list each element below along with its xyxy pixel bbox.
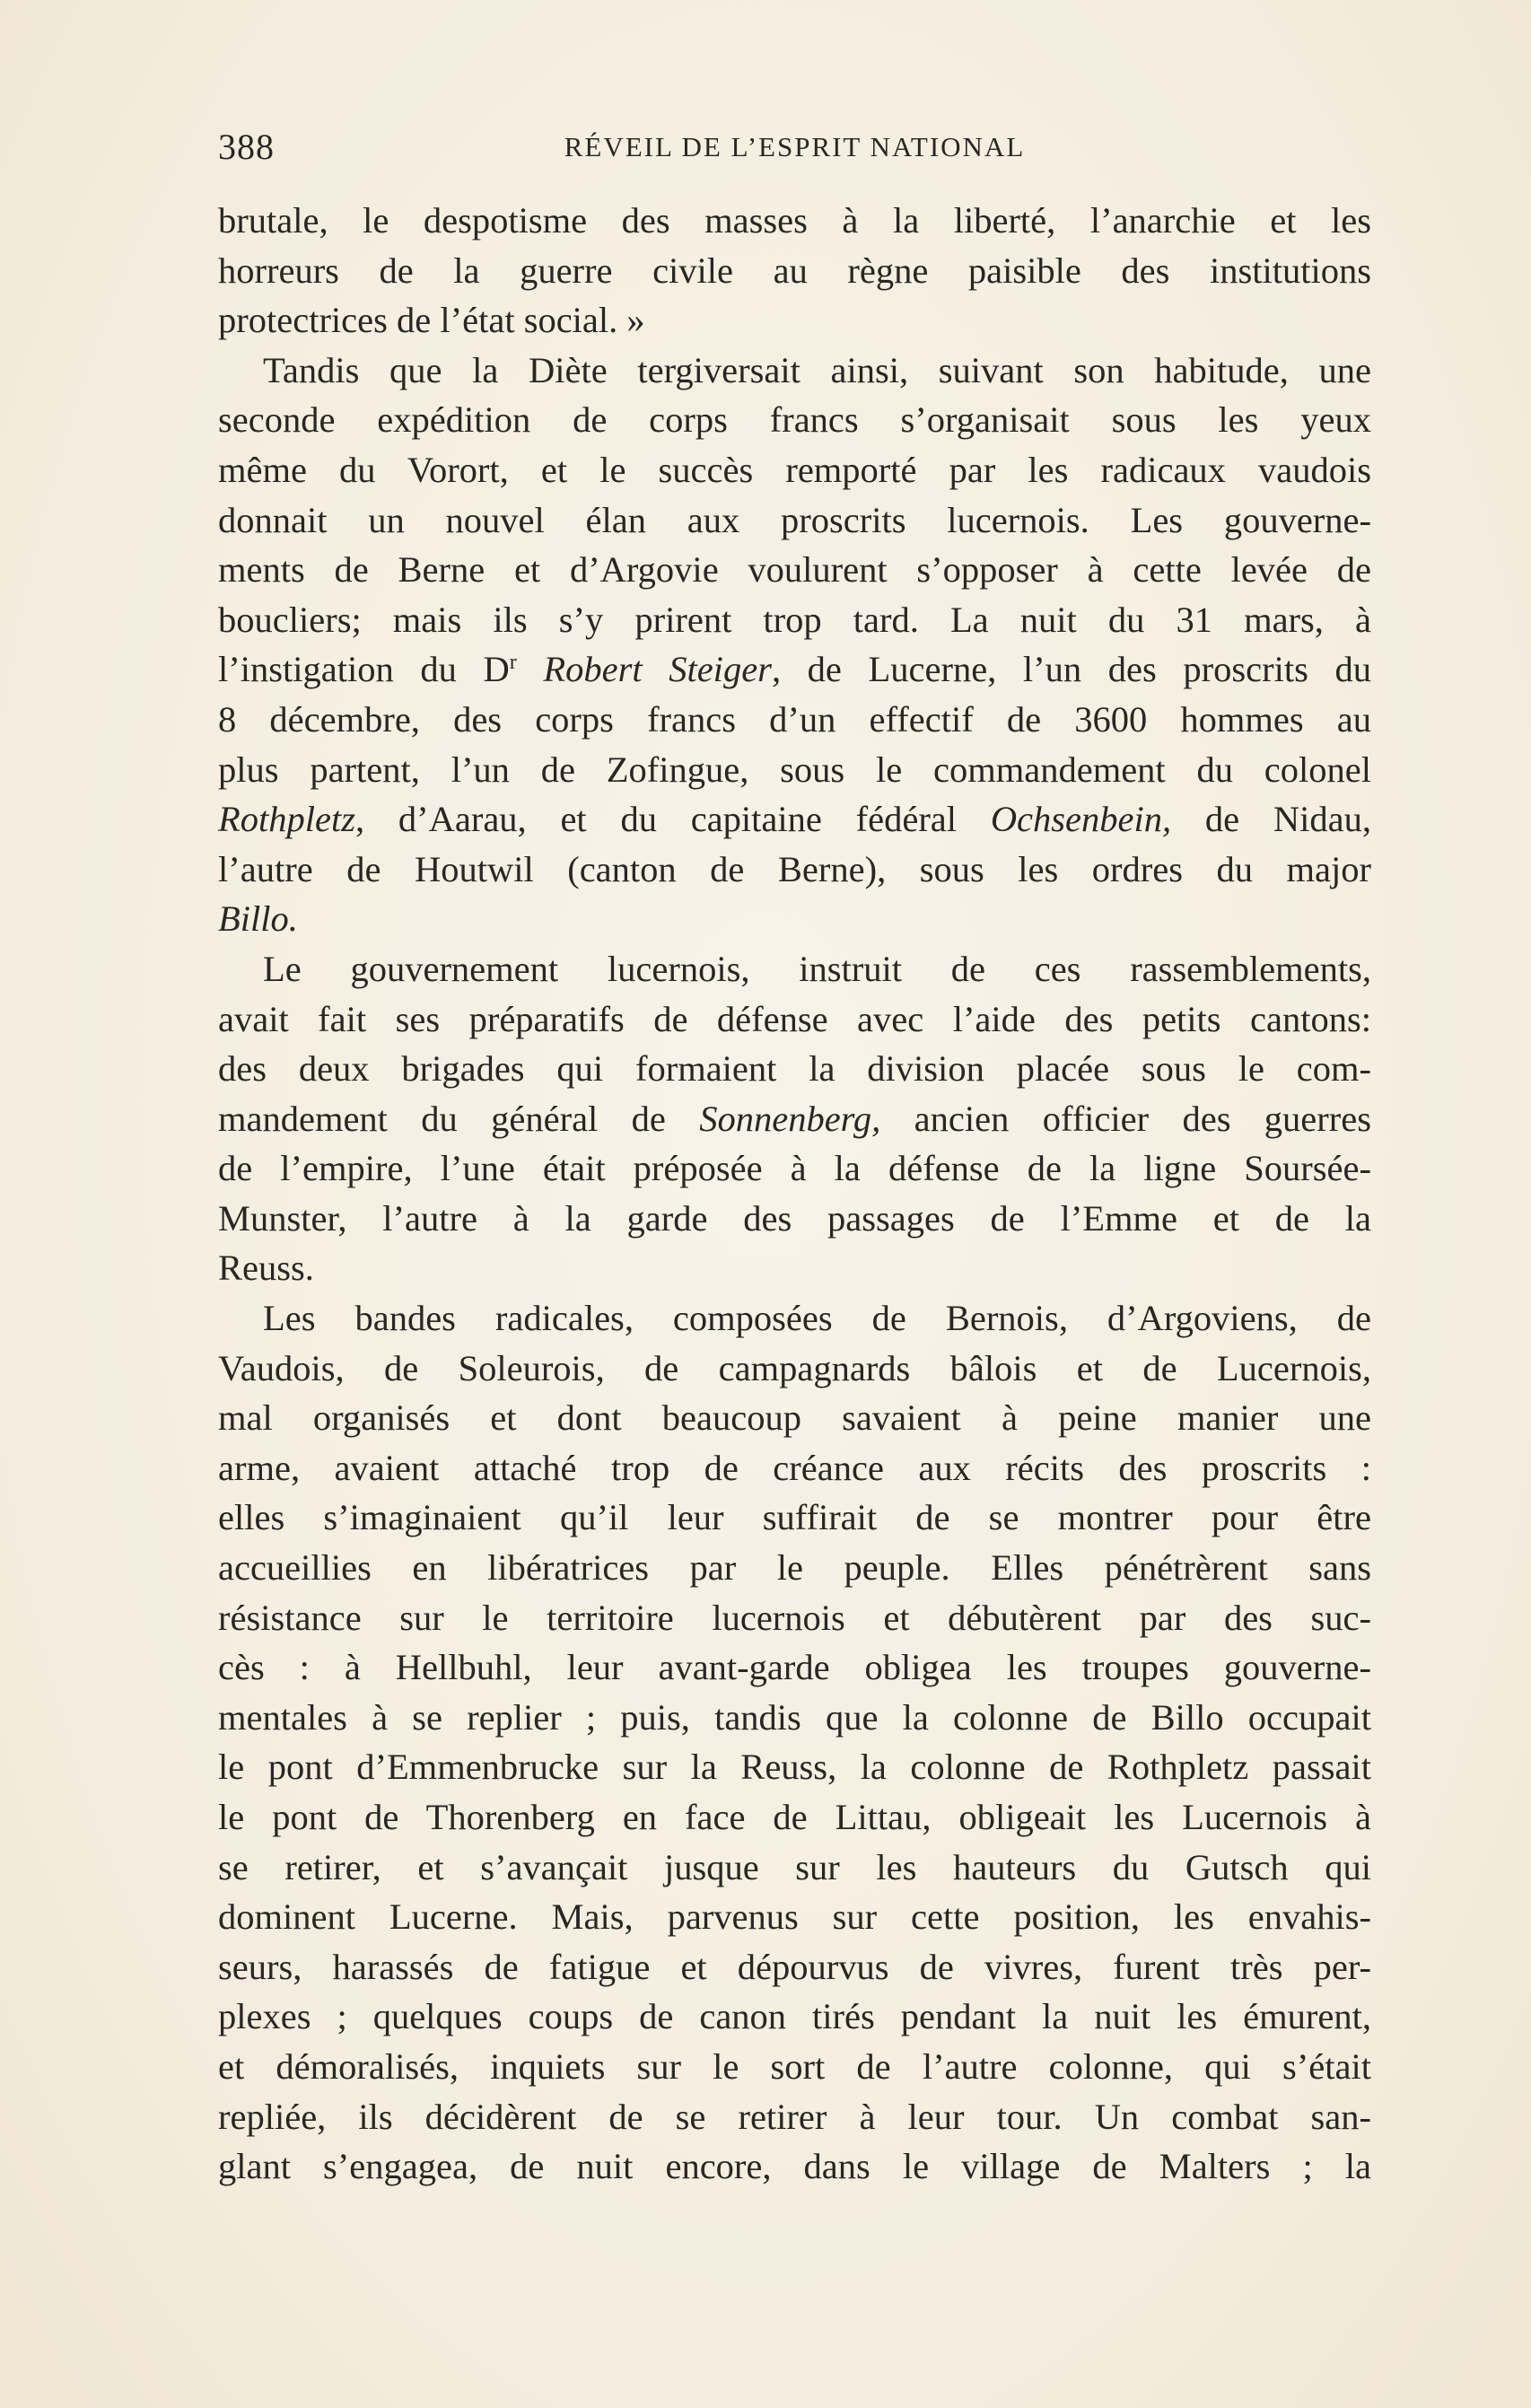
text-line: et démoralisés, inquiets sur le sort de l’autre colonne, qui s’était [218,2045,1371,2087]
person-name: Robert Steiger [543,649,772,690]
text-line: seconde expédition de corps francs s’organisait sous les yeux [218,399,1371,441]
text-segment: l’instigation du D [218,649,510,690]
text-line: elles s’imaginaient qu’il leur suffirait de se montrer pour être [218,1497,1371,1538]
text-segment: , de Lucerne, l’un des proscrits du [771,649,1371,690]
text-segment: mandement du général de [218,1098,700,1139]
text-line: se retirer, et s’avançait jusque sur les hauteurs du Gutsch qui [218,1846,1371,1887]
person-name: Ochsenbein, [990,799,1172,840]
text-line: Munster, l’autre à la garde des passages de l’Emme et de la [218,1197,1371,1239]
text-line: Le gouvernement lucernois, instruit de ces rassemblements, [263,948,1371,989]
text-line: accueillies en libératrices par le peuple. Elles pénétrèrent sans [218,1547,1371,1589]
page-number: 388 [218,127,275,167]
text-line: résistance sur le territoire lucernois et débutèrent par des suc- [218,1597,1371,1638]
text-line [218,644,1371,695]
text-segment: , d’Aarau, et du capitaine fédéral [354,799,991,840]
text-line: mal organisés et dont beaucoup savaient à peine manier une [218,1397,1371,1439]
text-line: le pont d’Emmenbrucke sur la Reuss, la colonne de Rothpletz passait [218,1747,1371,1788]
text-line: boucliers; mais ils s’y prirent trop tard. La nuit du 31 mars, à [218,599,1371,640]
text-line: protectrices de l’état social. » [218,300,645,341]
text-line: cès : à Hellbuhl, leur avant-garde obligea les troupes gouverne- [218,1647,1371,1688]
text-line: Tandis que la Diète tergiversait ainsi, suivant son habitude, une [263,349,1371,390]
text-line: ments de Berne et d’Argovie voulurent s’opposer à cette levée de [218,549,1371,591]
text-line: donnait un nouvel élan aux proscrits lucernois. Les gouverne- [218,499,1371,540]
person-name: Billo. [218,898,298,940]
text-line: plus partent, l’un de Zofingue, sous le commandement du colonel [218,749,1371,790]
text-line: mentales à se replier ; puis, tandis que la colonne de Billo occupait [218,1696,1371,1738]
person-name: Rothpletz [218,799,355,840]
text-line [218,894,1371,944]
text-line: brutale, le despotisme des masses à la liberté, l’anarchie et les [218,200,1371,241]
text-line [218,1094,1371,1144]
text-line: seurs, harassés de fatigue et dépourvus de vivres, furent très per- [218,1946,1371,1987]
text-line [218,794,1371,845]
text-line: des deux brigades qui formaient la division placée sous le com- [218,1048,1371,1090]
text-line: même du Vorort, et le succès remporté par les radicaux vaudois [218,449,1371,490]
running-head [218,126,1371,172]
text-line: 8 décembre, des corps francs d’un effectif de 3600 hommes au [218,698,1371,740]
text-line: glant s’engagea, de nuit encore, dans le village de Malters ; la [218,2146,1371,2187]
text-line: dominent Lucerne. Mais, parvenus sur cette position, les envahis- [218,1896,1371,1938]
text-line: Les bandes radicales, composées de Bernois, d’Argoviens, de [263,1298,1371,1339]
person-name: Sonnenberg, [699,1098,881,1139]
text-line: arme, avaient attaché trop de créance aux récits des proscrits : [218,1447,1371,1488]
text-line: Reuss. [218,1248,314,1289]
text-line: l’autre de Houtwil (canton de Berne), sous les ordres du major [218,848,1371,889]
text-line: horreurs de la guerre civile au règne paisible des institutions [218,250,1371,291]
body-text [218,196,1371,2192]
text-line: Vaudois, de Soleurois, de campagnards bâlois et de Lucernois, [218,1347,1371,1388]
text-line: repliée, ils décidèrent de se retirer à leur tour. Un combat san- [218,2096,1371,2137]
text-line: plexes ; quelques coups de canon tirés pendant la nuit les émurent, [218,1996,1371,2037]
superscript: r [509,651,517,675]
text-line: le pont de Thorenberg en face de Littau, obligeait les Lucernois à [218,1797,1371,1837]
text-line: avait fait ses préparatifs de défense avec l’aide des petits cantons: [218,998,1371,1039]
text-line: de l’empire, l’une était préposée à la défense de la ligne Soursée- [218,1148,1371,1189]
text-segment: de Nidau, [1171,799,1372,840]
running-title: RÉVEIL DE L’ESPRIT NATIONAL [564,131,1026,162]
text-segment: ancien officier des guerres [880,1098,1371,1139]
